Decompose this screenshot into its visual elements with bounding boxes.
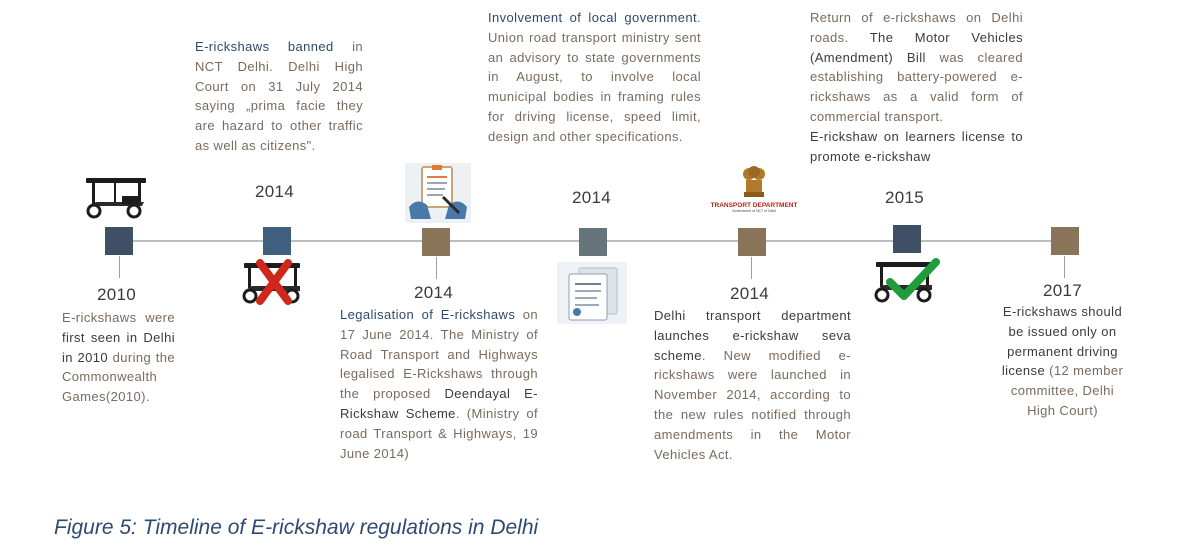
event-2014-legal-text: Legalisation of E-rickshaws on 17 June 2014. The Ministry of Road Transport and Highways legalised E-Rickshaws through the proposed Deendayal E-Rickshaw Scheme. (Ministry of road Transport & Highways, 19 June 2014) (340, 307, 538, 461)
logo-title: TRANSPORT DEPARTMENT (710, 202, 798, 209)
timeline-node-2017 (1051, 227, 1079, 255)
year-2017: 2017 (1043, 281, 1083, 300)
event-2015-text: Return of e-rickshaws on Delhi roads. The Motor Vehicles (Amendment) Bill was cleared establishing battery-powered e-rickshaws as a valid form of commercial transport. E-rickshaw on learners license to promote e-rickshaw (810, 10, 1023, 164)
logo-subtitle: Government of NCT of Delhi (731, 209, 777, 213)
document-writing-icon (405, 163, 471, 223)
e-rickshaw-icon (82, 176, 150, 220)
tick-2014-seva (751, 257, 752, 279)
timeline-node-2014-seva (738, 228, 766, 256)
event-2014-local-text: Involvement of local government. Union road transport ministry sent an advisory to state governments in August, to involve local municipal bodies in framing rules for driving license, speed limit, design and other specifications. (488, 10, 701, 144)
event-2014-seva-text: Delhi transport department launches e-rickshaw seva scheme. New modified e-rickshaws were launched in November 2014, according to the new rules notified through amendments in the Motor Vehicles Act. (654, 308, 851, 462)
year-2015: 2015 (885, 188, 925, 207)
tick-2017 (1064, 256, 1065, 278)
timeline-node-2014-legal (422, 228, 450, 256)
transport-department-logo (694, 166, 814, 222)
timeline-node-2010 (105, 227, 133, 255)
emblem-icon (741, 166, 767, 200)
year-2014-seva: 2014 (730, 284, 770, 303)
timeline-node-2014-local (579, 228, 607, 256)
event-2010-text: E-rickshaws were first seen in Delhi in 2010 during the Commonwealth Games(2010). (62, 310, 175, 405)
figure-caption: Figure 5: Timeline of E-rickshaw regulations in Delhi (54, 516, 539, 539)
timeline-node-2014-ban (263, 227, 291, 255)
year-2010: 2010 (97, 285, 137, 304)
approved-rickshaw-icon (870, 258, 940, 304)
timeline-node-2015 (893, 225, 921, 253)
banned-rickshaw-icon (238, 259, 308, 305)
year-2014-ban: 2014 (255, 182, 295, 201)
event-2017-text: E-rickshaws should be issued only on permanent driving license (12 member committee, Delhi High Court) (1001, 304, 1124, 418)
event-2014-ban-text: E-rickshaws banned in NCT Delhi. Delhi High Court on 31 July 2014 saying „prima facie they are hazard to other traffic as well as citizens". (195, 39, 363, 153)
year-2014-legal: 2014 (414, 283, 454, 302)
year-2014-local: 2014 (572, 188, 612, 207)
tick-2010 (119, 256, 120, 278)
documents-icon (557, 262, 627, 324)
tick-2014-legal (436, 257, 437, 279)
